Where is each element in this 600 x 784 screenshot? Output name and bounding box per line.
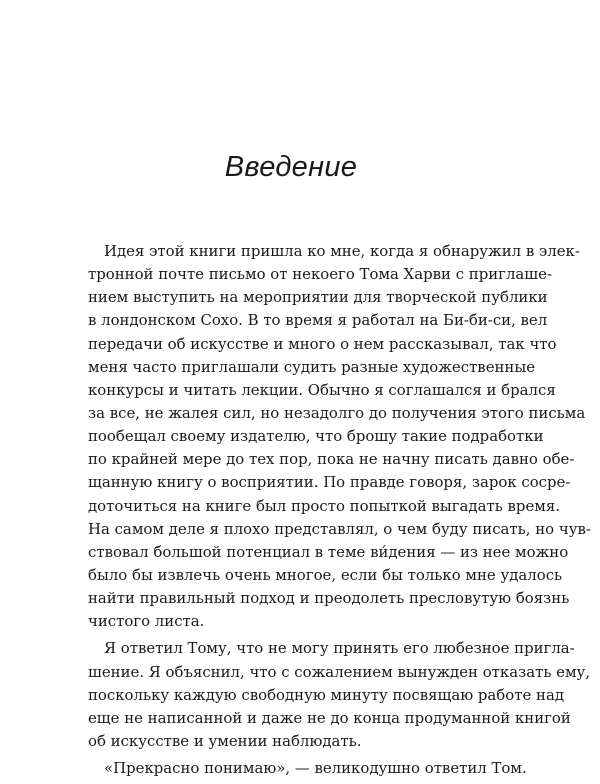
text-line: найти правильный подход и преодолеть пресловутую боязнь xyxy=(88,589,570,608)
text-line: пообещал своему издателю, что брошу такие подработки xyxy=(88,427,544,446)
text-line: доточиться на книге был просто попыткой выгадать время. xyxy=(88,496,560,515)
paragraph-3 xyxy=(88,757,528,780)
text-line: Идея этой книги пришла ко мне, когда я обнаружил в элек- xyxy=(104,242,580,260)
text-line: чистого листа. xyxy=(88,612,205,631)
text-line: На самом деле я плохо представлял, о чем буду писать, но чув- xyxy=(88,519,591,538)
text-line: об искусстве и умении наблюдать. xyxy=(88,731,362,750)
body-text xyxy=(88,240,591,784)
text-line: нием выступить на мероприятии для творческой публики xyxy=(88,288,548,307)
text-line: передачи об искусстве и много о нем рассказывал, так что xyxy=(88,334,557,353)
text-line: Я ответил Тому, что не могу принять его любезное пригла- xyxy=(104,639,575,658)
text-line: конкурсы и читать лекции. Обычно я соглашался и брался xyxy=(88,380,556,399)
text-line: щанную книгу о восприятии. По правде говоря, зарок сосре- xyxy=(88,473,571,492)
text-line: шение. Я объяснил, что с сожалением вынужден отказать ему, xyxy=(88,662,591,681)
text-line: по крайней мере до тех пор, пока не начну писать давно обе- xyxy=(88,450,575,469)
text-line: «Прекрасно понимаю», — великодушно ответил Том. xyxy=(104,759,527,778)
text-line: за все, не жалея сил, но незадолго до получения этого письма xyxy=(88,403,586,422)
text-line: было бы извлечь очень многое, если бы только мне удалось xyxy=(88,565,563,584)
paragraph-2 xyxy=(88,637,591,753)
text-line: в лондонском Сохо. В то время я работал на Би-би-си, вел xyxy=(88,311,548,330)
chapter-title: Введение xyxy=(224,151,358,183)
text-line: ствовал большой потенциал в теме ви́дения — из нее можно xyxy=(88,542,569,561)
text-line: тронной почте письмо от некоего Тома Харви с приглаше- xyxy=(88,265,552,284)
text-line: поскольку каждую свободную минуту посвящаю работе над xyxy=(88,685,564,704)
text-line: еще не написанной и даже не до конца продуманной книгой xyxy=(88,708,571,727)
paragraph-1 xyxy=(88,240,591,633)
text-line: меня часто приглашали судить разные художественные xyxy=(88,357,536,376)
